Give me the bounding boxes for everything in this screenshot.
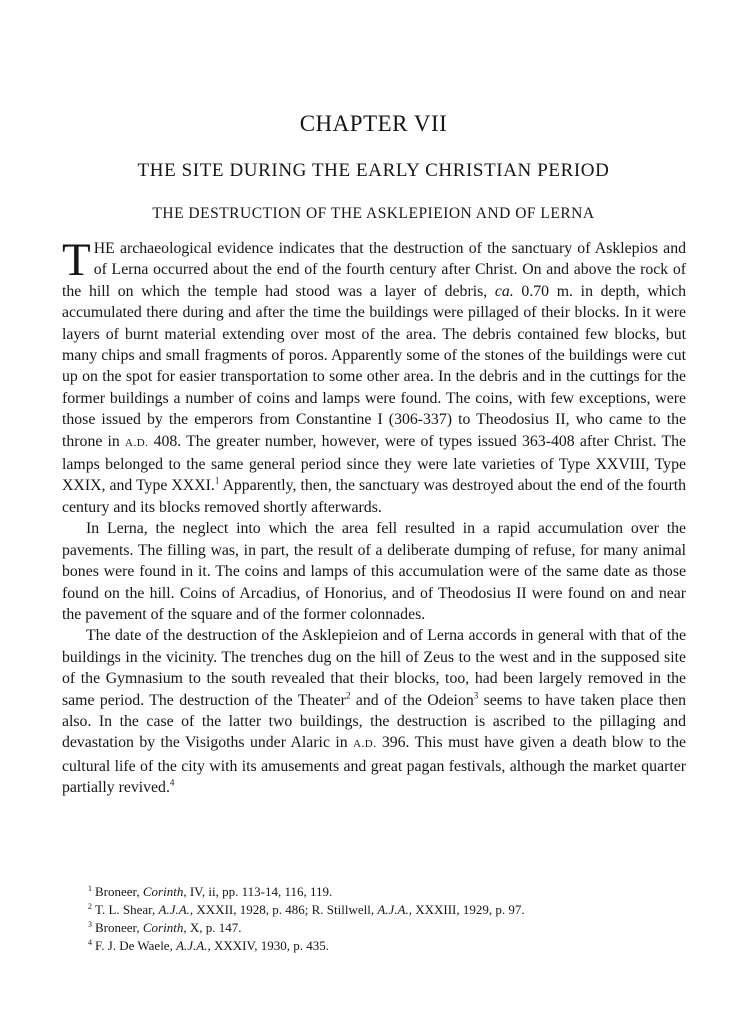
section-title: THE DESTRUCTION OF THE ASKLEPIEION AND OF LERNA <box>152 205 595 222</box>
paragraph-3: The date of the destruction of the Asklepieion and of Lerna accords in general with that of the buildings in the vicinity. The trenches dug on the hill of Zeus to the west and in the supposed site of the Gymnasium to the south revealed that their blocks, too, had been largely removed in the same period. The destruction of the Theater$^2$ and of the Odeion$^3$ seems to have taken place then also. In the case of the latter two buildings, the destruction is ascribed to the pillaging and devastation by the Visigoths under Alaric in A.D. 396. This must have given a death blow to the cultural life of the city with its amusements and great pagan festivals, although the market quarter partially revived.$^4$ <box>62 627 686 797</box>
chapter-title: THE SITE DURING THE EARLY CHRISTIAN PERIOD <box>137 160 610 181</box>
footnote-ref-2[interactable]: 2 <box>345 690 351 701</box>
chapter-heading: CHAPTER VII <box>299 111 448 136</box>
footnote-1: $^1$ Broneer, Corinth, IV, ii, pp. 113-14, 116, 119. <box>88 883 333 899</box>
body-text <box>62 234 686 799</box>
footnotes <box>88 883 688 955</box>
footnote-ref-4[interactable]: 4 <box>169 777 175 788</box>
era-abbreviation: A.D. <box>125 436 149 449</box>
footnote-2: $^2$ T. L. Shear, A.J.A., XXXII, 1928, p. 486; R. Stillwell, A.J.A., XXXIII, 1929, p. 97. <box>88 901 525 917</box>
footnote-4: $^4$ F. J. De Waele, A.J.A., XXXIV, 1930, p. 435. <box>88 937 329 953</box>
footnote-ref-3[interactable]: 3 <box>473 690 479 701</box>
drop-cap: T <box>62 234 91 286</box>
paragraph-1: THE archaeological evidence indicates that the destruction of the sanctuary of Asklepios and of Lerna occurred about the end of the fourth century after Christ. On and above the rock of the hill on which the temple had stood was a layer of debris, ca. 0.70 m. in depth, which accumulated there during and after the time the buildings were pillaged of their blocks. In it were layers of burnt material extending over most of the area. The debris contained few blocks, but many chips and small fragments of poros. Apparently some of the stones of the buildings were cut up on the spot for easier transportation to some other area. In the debris and in the cuttings for the former buildings a number of coins and lamps were found. The coins, with few exceptions, were those issued by the emperors from Constantine I (306-337) to Theodosius II, who came to the throne in A.D. 408. The greater number, however, were of types issued 363-408 after Christ. The lamps belonged to the same general period since they were late varieties of Type XXVIII, Type XXIX, and Type XXXI.$^1$ Apparently, then, the sanctuary was destroyed about the end of the fourth century and its blocks removed shortly afterwards. <box>62 234 686 516</box>
footnote-3: $^3$ Broneer, Corinth, X, p. 147. <box>88 919 242 935</box>
footnote-ref-1[interactable]: 1 <box>214 476 220 487</box>
paragraph-2: In Lerna, the neglect into which the area fell resulted in a rapid accumulation over the pavements. The filling was, in part, the result of a deliberate dumping of refuse, for many animal bones were found in it. The coins and lamps of this accumulation were of the same date as those found on the hill. Coins of Arcadius, of Honorius, and of Theodosius II were found on and near the pavement of the square and of the former colonnades. <box>62 520 686 623</box>
era-abbreviation: A.D. <box>353 738 377 751</box>
